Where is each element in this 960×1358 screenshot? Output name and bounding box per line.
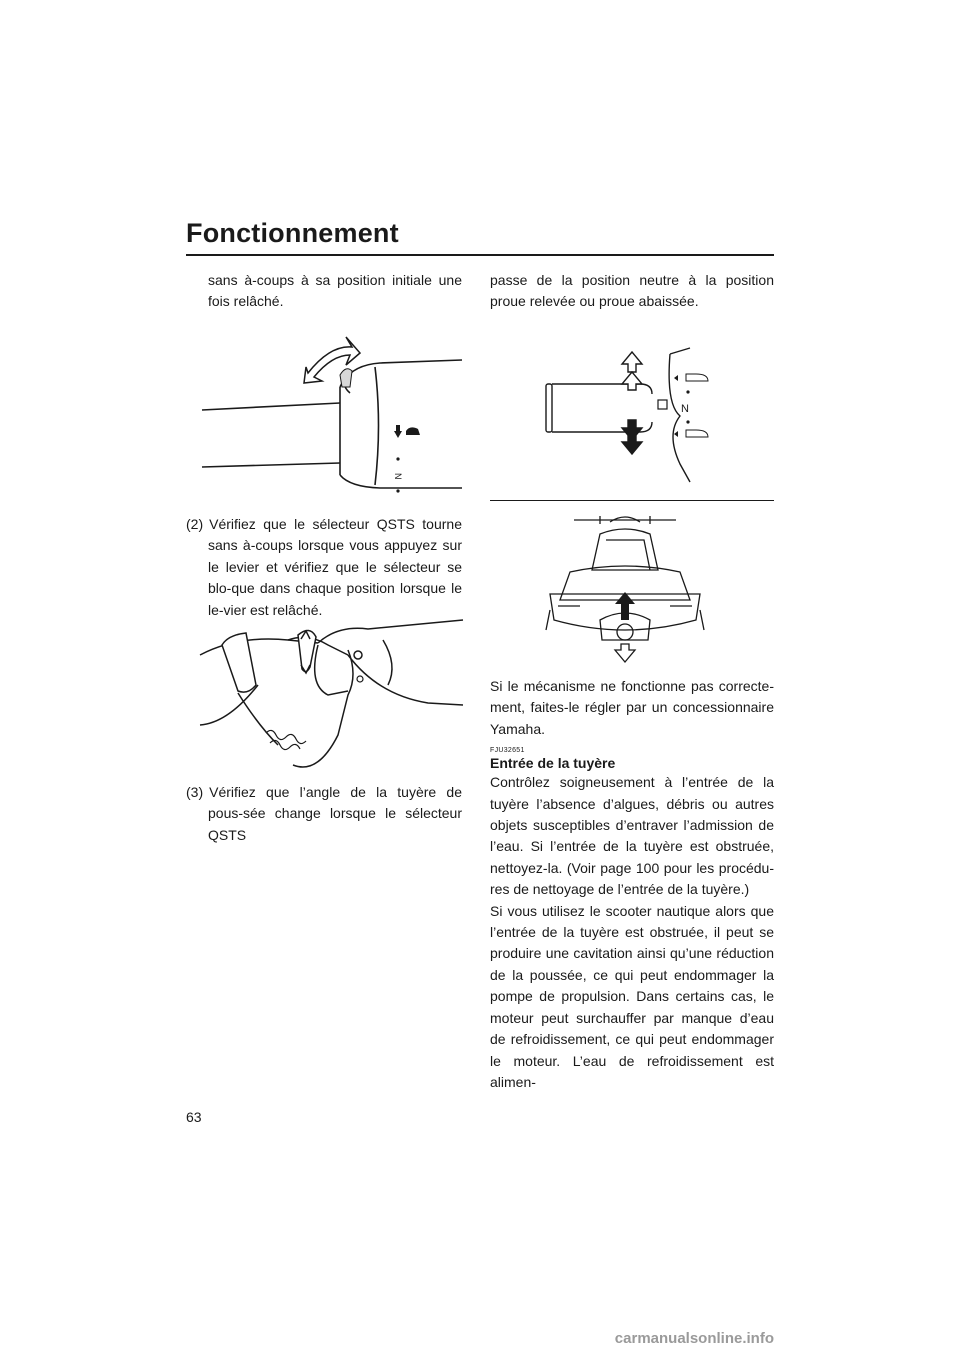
- malfunction-text: Si le mécanisme ne fonctionne pas correcte-ment, faites-le régler par un concessionnaire Yamaha.: [490, 678, 774, 737]
- left-column: [186, 270, 462, 313]
- hand-lanyard-illustration: [198, 615, 463, 775]
- watercraft-rear-illustration: [540, 510, 710, 665]
- page-number: 63: [186, 1109, 202, 1125]
- diagram-label-n: N: [681, 403, 689, 415]
- right-column-body: [490, 676, 774, 1093]
- section-divider: [490, 500, 774, 501]
- step-3: [186, 782, 462, 846]
- handlebar-grip-illustration: [200, 325, 462, 497]
- title-rule: [186, 254, 774, 256]
- page-title: Fonctionnement: [186, 218, 399, 248]
- right-column-continuation: [490, 270, 774, 313]
- section-code: FJU32651: [490, 747, 525, 755]
- intro-text: sans à-coups à sa position initiale une fois relâché.: [208, 272, 462, 310]
- step-2-text: Vérifiez que le sélecteur QSTS tourne sans à-coups lorsque vous appuyez sur le levier et vérifiez que le sélecteur se blo-que dans chaque position lorsque le le-vier est relâché.: [208, 516, 462, 618]
- section-heading: Entrée de la tuyère: [490, 755, 616, 772]
- svg-text:N: N: [393, 473, 403, 480]
- paragraph-1: Contrôlez soigneusement à l’entrée de la tuyère l’absence d’algues, débris ou autres objets susceptibles d’entraver l’admission de l’eau. Si l’entrée de la tuyère est obstruée, nettoyez-la. (Voir page 100 pour les procédu-res de nettoyage de l’entrée de la tuyère.): [490, 774, 774, 898]
- continuation-text: passe de la position neutre à la position proue relevée ou proue abaissée.: [490, 272, 774, 310]
- paragraph-2: Si vous utilisez le scooter nautique alors que l’entrée de la tuyère est obstruée, il peut se produire une cavitation ainsi qu’une réduction de la poussée, ce qui peut endommager la pompe de propulsion. Dans certains cas, le moteur peut surchauffer par manque d’eau de refroidissement, ce qui peut endommager le moteur. L’eau de refroidissement est alimen-: [490, 902, 774, 1090]
- footer-watermark: carmanualsonline.info: [614, 1330, 774, 1347]
- step-3-number: (3): [186, 784, 204, 800]
- step-2-number: (2): [186, 516, 204, 532]
- step-3-text: Vérifiez que l’angle de la tuyère de pous-sée change lorsque le sélecteur QSTS: [208, 784, 462, 843]
- selector-square: [658, 400, 667, 409]
- step-2: [186, 514, 462, 621]
- qsts-selector-diagram: [540, 344, 770, 484]
